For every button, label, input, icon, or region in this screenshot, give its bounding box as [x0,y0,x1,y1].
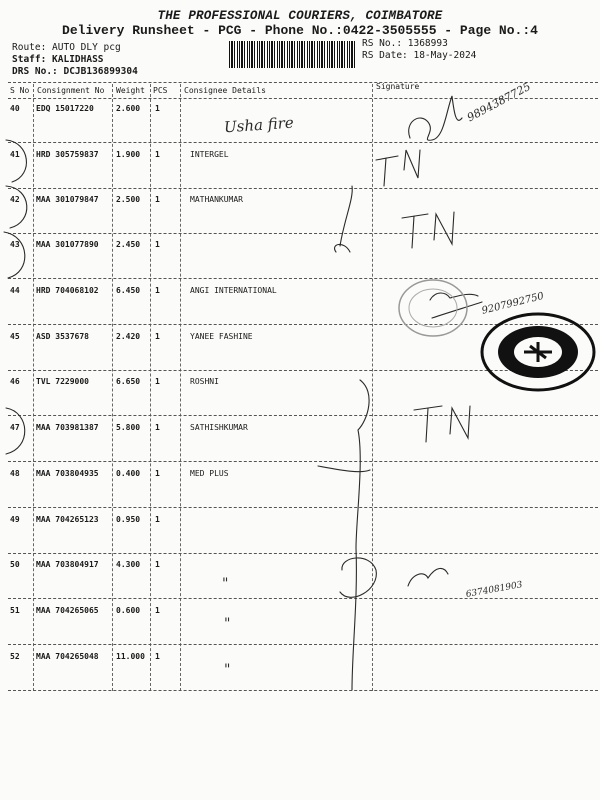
handwritten-consignee-40: Usha fire [223,113,295,137]
row-pcs: 1 [155,560,160,569]
rs-date: RS Date: 18-May-2024 [362,50,477,61]
row-weight: 4.300 [116,560,141,569]
signature-41 [376,150,420,186]
row-consignment-no: MAA 704265065 [36,606,99,615]
runsheet-subtitle: Delivery Runsheet - PCG - Phone No.:0422-3505555 - Page No.:4 [62,23,538,38]
col-header-weight: Weight [116,86,145,95]
row-pcs: 1 [155,423,160,432]
rs-number: RS No.: 1368993 [362,38,448,49]
row-sno: 43 [10,240,20,249]
faded-seal [396,276,470,340]
row-sno: 50 [10,560,20,569]
col-sep-2 [112,84,113,691]
signature-42 [402,212,454,248]
header-rule-top [8,82,598,83]
row-weight: 1.900 [116,150,141,159]
handwritten-phone-44: 9207992750 [480,290,546,317]
row-weight: 2.450 [116,240,141,249]
row-consignment-no: ASD 3537678 [36,332,89,341]
row-pcs: 1 [155,377,160,386]
row-pcs: 1 [155,286,160,295]
row-divider [8,644,598,645]
row-sno: 41 [10,150,20,159]
signature-50 [408,568,448,586]
ditto-mark-50: " [222,576,229,592]
row-consignment-no: MAA 301079847 [36,195,99,204]
row-consignee: MED PLUS [190,469,229,478]
ditto-mark-52: " [224,662,231,678]
row-consignee: INTERGEL [190,150,229,159]
row-weight: 5.800 [116,423,141,432]
row-sno: 47 [10,423,20,432]
row-weight: 0.400 [116,469,141,478]
row-pcs: 1 [155,240,160,249]
col-header-sno: S No [10,86,30,95]
courier-stamp [480,312,596,392]
row-pcs: 1 [155,469,160,478]
signature-43 [335,186,353,252]
row-sno: 48 [10,469,20,478]
row-divider [8,507,598,508]
staff-label: Staff: KALIDHASS [12,54,104,65]
col-sep-1 [33,84,34,691]
row-sno: 49 [10,515,20,524]
row-divider [8,233,598,234]
row-pcs: 1 [155,195,160,204]
handwritten-phone-40: 9894387725 [464,79,533,125]
drs-label: DRS No.: DCJB136899304 [12,66,138,77]
ditto-mark-51: " [224,616,231,632]
row-divider [8,553,598,554]
row-consignment-no: MAA 704265123 [36,515,99,524]
row-pcs: 1 [155,104,160,113]
row-weight: 0.950 [116,515,141,524]
row-sno: 52 [10,652,20,661]
row-consignee: YANEE FASHINE [190,332,253,341]
row-divider [8,142,598,143]
row-divider [8,690,598,691]
row-divider [8,598,598,599]
row-consignment-no: HRD 305759837 [36,150,99,159]
row-consignee: ANGI INTERNATIONAL [190,286,277,295]
row-sno: 44 [10,286,20,295]
row-consignment-no: HRD 704068102 [36,286,99,295]
col-sep-5 [372,84,373,691]
row-pcs: 1 [155,515,160,524]
row-consignment-no: TVL 7229000 [36,377,89,386]
row-consignee: MATHANKUMAR [190,195,243,204]
barcode [229,41,357,68]
row-weight: 2.600 [116,104,141,113]
row-consignment-no: EDQ 15017220 [36,104,94,113]
row-consignment-no: MAA 301077890 [36,240,99,249]
row-sno: 40 [10,104,20,113]
row-weight: 11.000 [116,652,145,661]
sno-circle-43 [4,232,25,278]
row-consignment-no: MAA 703981387 [36,423,99,432]
row-consignee: ROSHNI [190,377,219,386]
row-consignment-no: MAA 704265048 [36,652,99,661]
row-consignment-no: MAA 703804917 [36,560,99,569]
row-sno: 42 [10,195,20,204]
row-weight: 2.500 [116,195,141,204]
row-divider [8,415,598,416]
sno-circle-41 [6,140,26,182]
col-sep-3 [150,84,151,691]
row-pcs: 1 [155,652,160,661]
sno-circle-50 [340,558,376,597]
row-weight: 2.420 [116,332,141,341]
row-pcs: 1 [155,606,160,615]
col-header-signature: Signature [376,82,420,91]
company-title: THE PROFESSIONAL COURIERS, COIMBATORE [157,9,443,23]
row-weight: 6.450 [116,286,141,295]
col-header-pcs: PCS [153,86,168,95]
col-header-consignment: Consignment No [37,86,105,95]
signature-47 [414,406,470,442]
row-sno: 45 [10,332,20,341]
row-sno: 51 [10,606,20,615]
col-header-consignee: Consignee Details [184,86,266,95]
row-sno: 46 [10,377,20,386]
row-divider [8,278,598,279]
handwritten-phone-50: 6374081903 [465,580,524,600]
row-pcs: 1 [155,150,160,159]
route-label: Route: AUTO DLY pcg [12,42,121,53]
signature-40 [409,96,462,140]
row-divider [8,461,598,462]
row-pcs: 1 [155,332,160,341]
col-sep-4 [180,84,181,691]
row-consignee: SATHISHKUMAR [190,423,248,432]
sno-circle-42 [6,186,27,228]
row-consignment-no: MAA 703804935 [36,469,99,478]
row-divider [8,188,598,189]
row-weight: 0.600 [116,606,141,615]
row-weight: 6.650 [116,377,141,386]
